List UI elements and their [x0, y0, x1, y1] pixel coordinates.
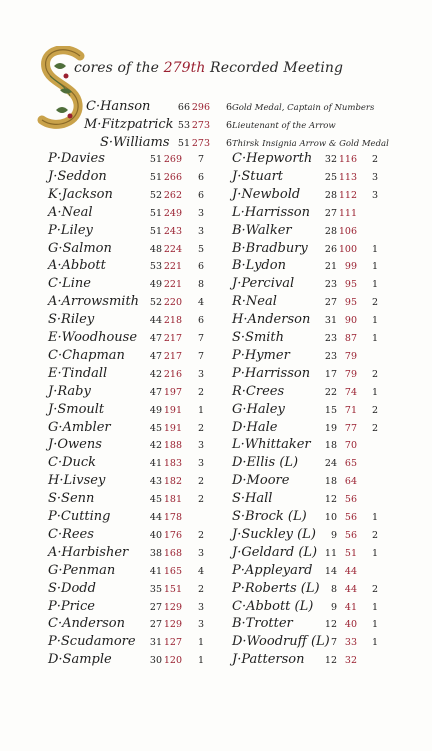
golds-value: 1	[371, 512, 378, 523]
score-value: 218	[163, 315, 182, 327]
hits-value: 9	[330, 601, 337, 613]
golds-value: 2	[371, 422, 378, 434]
score-value: 106	[338, 225, 357, 237]
award-text: Gold Medal, Captain of Numbers	[232, 103, 375, 113]
golds-value: 1	[371, 601, 378, 613]
golds-value: 6	[197, 189, 204, 201]
score-value: 151	[163, 583, 182, 595]
hits-value: 23	[324, 279, 337, 291]
archer-name: C·Chapman	[48, 347, 125, 363]
archer-name: A·Abbott	[48, 258, 106, 274]
hits-value: 19	[324, 422, 337, 434]
archer-name: B·Trotter	[232, 616, 293, 632]
hits-value: 40	[149, 529, 162, 541]
score-value: 181	[163, 494, 182, 506]
archer-name: S·Senn	[48, 491, 95, 507]
score-value: 77	[344, 422, 357, 434]
hits-value: 53	[149, 261, 162, 273]
archer-name: P·Scudamore	[48, 634, 136, 650]
golds-value: 2	[371, 529, 378, 541]
hits-value: 42	[149, 440, 162, 452]
golds-value: 1	[371, 637, 378, 649]
archer-name: L·Harrisson	[232, 204, 310, 220]
golds-value: 2	[197, 422, 204, 434]
archer-name: G·Salmon	[48, 240, 112, 256]
score-value: 56	[344, 512, 357, 523]
golds-value: 1	[371, 386, 378, 398]
golds-value: 6	[197, 315, 204, 327]
hits-value: 32	[324, 154, 337, 165]
golds-value: 3	[371, 189, 378, 201]
hits-value: 27	[149, 601, 162, 613]
score-value: 116	[338, 154, 357, 165]
score-value: 44	[344, 583, 357, 595]
score-value: 44	[344, 565, 357, 577]
archer-name: D·Moore	[232, 473, 290, 489]
golds-value: 6	[225, 120, 232, 131]
score-value: 266	[163, 171, 182, 183]
score-value: 178	[163, 512, 182, 523]
golds-value: 1	[371, 333, 378, 344]
archer-name: H·Anderson	[232, 312, 311, 328]
hits-value: 44	[149, 315, 162, 327]
golds-value: 7	[197, 333, 204, 344]
archer-name: J·Raby	[48, 383, 91, 399]
golds-value: 3	[197, 440, 204, 452]
golds-value: 6	[197, 261, 204, 273]
golds-value: 3	[197, 619, 204, 631]
golds-value: 1	[371, 261, 378, 273]
score-value: 168	[163, 547, 182, 559]
score-value: 188	[163, 440, 182, 452]
hits-value: 17	[324, 368, 337, 380]
archer-name: A·Harbisher	[48, 544, 129, 560]
hits-value: 12	[324, 619, 337, 631]
hits-value: 28	[324, 225, 337, 237]
hits-value: 27	[324, 207, 337, 219]
score-value: 197	[163, 386, 182, 398]
golds-value: 2	[197, 386, 204, 398]
archer-name: C·Duck	[48, 455, 97, 471]
score-value: 111	[338, 207, 357, 219]
archer-name: J·Stuart	[232, 168, 284, 184]
golds-value: 7	[197, 350, 204, 362]
hits-value: 41	[149, 458, 162, 470]
score-value: 56	[344, 529, 357, 541]
archer-name: S·Dodd	[48, 580, 96, 596]
archer-name: J·Patterson	[232, 652, 305, 668]
hits-value: 52	[149, 189, 162, 201]
score-value: 216	[163, 368, 182, 380]
archer-name: G·Ambler	[48, 419, 111, 435]
golds-value: 1	[197, 655, 204, 667]
archer-name: M·Fitzpatrick	[84, 117, 174, 132]
score-value: 191	[163, 404, 182, 416]
golds-value: 3	[197, 207, 204, 219]
hits-value: 31	[324, 315, 337, 327]
score-value: 99	[344, 261, 357, 273]
archer-name: J·Smoult	[48, 401, 105, 417]
hits-value: 47	[149, 386, 162, 398]
golds-value: 6	[225, 138, 232, 149]
hits-value: 8	[330, 583, 337, 595]
score-value: 65	[344, 458, 357, 470]
title-text-start: cores of the	[74, 60, 164, 76]
archer-name: P·Price	[48, 598, 95, 614]
archer-name: S·Hall	[232, 491, 273, 507]
archer-name: J·Seddon	[48, 168, 107, 184]
golds-value: 2	[197, 583, 204, 595]
hits-value: 48	[149, 243, 162, 255]
score-value: 191	[163, 422, 182, 434]
archer-name: P·Harrisson	[232, 365, 311, 381]
archer-name: G·Penman	[48, 562, 116, 578]
score-value: 262	[163, 189, 182, 201]
hits-value: 9	[330, 529, 337, 541]
golds-value: 2	[197, 529, 204, 541]
hits-value: 18	[324, 440, 337, 452]
golds-value: 1	[371, 315, 378, 327]
hits-value: 23	[324, 350, 337, 362]
archer-name: R·Neal	[232, 294, 277, 310]
score-value: 120	[163, 655, 182, 667]
archer-name: D·Hale	[232, 419, 278, 435]
archer-name: G·Haley	[232, 401, 285, 417]
golds-value: 3	[197, 225, 204, 237]
archer-name: C·Abbott (L)	[232, 598, 314, 614]
score-value: 243	[163, 225, 182, 237]
hits-value: 26	[324, 243, 337, 255]
golds-value: 8	[197, 279, 204, 291]
title-text-end: Recorded Meeting	[205, 60, 344, 76]
illuminated-initial-s	[36, 46, 90, 132]
archer-name: J·Owens	[48, 437, 102, 453]
hits-value: 51	[149, 225, 162, 237]
award-text: Thirsk Insignia Arrow & Gold Medal	[232, 139, 389, 149]
hits-value: 22	[324, 386, 337, 398]
score-value: 64	[344, 476, 357, 488]
golds-value: 2	[371, 368, 378, 380]
golds-value: 1	[371, 279, 378, 291]
archer-name: P·Appleyard	[232, 562, 313, 578]
score-value: 87	[344, 333, 357, 344]
score-value: 217	[163, 333, 182, 344]
hits-value: 38	[149, 547, 162, 559]
hits-value: 11	[324, 547, 337, 559]
hits-value: 27	[324, 297, 337, 309]
hits-value: 24	[324, 458, 337, 470]
golds-value: 2	[371, 583, 378, 595]
score-value: 41	[344, 601, 357, 613]
archer-name: C·Hanson	[86, 99, 151, 114]
golds-value: 1	[197, 404, 204, 416]
score-value: 273	[191, 120, 210, 131]
hits-value: 43	[149, 476, 162, 488]
archer-name: S·Riley	[48, 312, 95, 328]
archer-name: P·Davies	[48, 151, 105, 166]
golds-value: 1	[197, 637, 204, 649]
archer-name: P·Cutting	[48, 509, 111, 524]
archer-name: E·Tindall	[48, 365, 108, 381]
hits-value: 15	[324, 404, 337, 416]
archer-name: B·Lydon	[232, 258, 286, 274]
score-value: 70	[344, 440, 357, 452]
hits-value: 12	[324, 655, 337, 667]
score-value: 224	[163, 243, 182, 255]
score-value: 127	[163, 637, 182, 649]
hits-value: 53	[177, 120, 190, 131]
hits-value: 35	[149, 583, 162, 595]
score-value: 176	[163, 529, 182, 541]
score-value: 296	[191, 102, 210, 113]
score-value: 220	[163, 297, 182, 309]
score-value: 51	[344, 547, 357, 559]
golds-value: 3	[197, 458, 204, 470]
hits-value: 7	[330, 637, 337, 649]
sheet-title	[74, 60, 343, 76]
score-value: 56	[344, 494, 357, 506]
archer-name: J·Percival	[232, 276, 295, 292]
golds-value: 3	[371, 171, 378, 183]
vine-ornament	[50, 63, 73, 119]
archer-name: P·Liley	[48, 222, 93, 238]
hits-value: 12	[324, 494, 337, 506]
score-value: 221	[163, 261, 182, 273]
hits-value: 42	[149, 368, 162, 380]
score-value: 90	[344, 315, 357, 327]
golds-value: 2	[371, 154, 378, 165]
hits-value: 47	[149, 333, 162, 344]
archer-name: C·Hepworth	[232, 151, 313, 166]
hits-value: 21	[324, 261, 337, 273]
hits-value: 10	[324, 512, 337, 523]
score-value: 129	[163, 619, 182, 631]
hits-value: 49	[149, 279, 162, 291]
archer-name: D·Ellis (L)	[232, 455, 299, 471]
archer-name: L·Whittaker	[232, 437, 311, 453]
golds-value: 3	[197, 547, 204, 559]
score-value: 113	[338, 171, 357, 183]
score-value: 183	[163, 458, 182, 470]
archer-name: J·Newbold	[232, 186, 301, 202]
golds-value: 7	[197, 154, 204, 165]
golds-value: 6	[225, 102, 232, 113]
archer-name: D·Woodruff (L)	[232, 634, 330, 650]
archer-name: J·Geldard (L)	[232, 544, 318, 560]
score-value: 71	[344, 404, 357, 416]
golds-value: 3	[197, 368, 204, 380]
golds-value: 4	[197, 565, 204, 577]
hits-value: 45	[149, 422, 162, 434]
archer-name: P·Roberts (L)	[232, 580, 320, 596]
hits-value: 45	[149, 494, 162, 506]
score-value: 79	[344, 350, 357, 362]
archer-name: K·Jackson	[48, 186, 113, 202]
golds-value: 1	[371, 243, 378, 255]
hits-value: 31	[149, 637, 162, 649]
archer-name: E·Woodhouse	[48, 330, 138, 345]
hits-value: 51	[177, 138, 190, 149]
archer-name: C·Anderson	[48, 616, 125, 632]
score-value: 182	[163, 476, 182, 488]
golds-value: 2	[197, 494, 204, 506]
hits-value: 14	[324, 565, 337, 577]
score-value: 273	[191, 138, 210, 149]
archer-name: S·Smith	[232, 330, 285, 345]
golds-value: 1	[371, 619, 378, 631]
golds-value: 2	[371, 404, 378, 416]
hits-value: 47	[149, 350, 162, 362]
hits-value: 41	[149, 565, 162, 577]
golds-value: 2	[371, 297, 378, 309]
hits-value: 51	[149, 207, 162, 219]
score-value: 269	[163, 154, 182, 165]
score-value: 74	[344, 386, 357, 398]
score-value: 129	[163, 601, 182, 613]
archer-name: A·Neal	[48, 204, 93, 220]
score-value: 95	[344, 297, 357, 309]
archer-name: J·Suckley (L)	[232, 526, 316, 542]
archer-name: S·Brock (L)	[232, 509, 307, 524]
score-value: 40	[344, 619, 357, 631]
archer-name: B·Bradbury	[232, 240, 308, 256]
archer-name: C·Rees	[48, 526, 94, 542]
score-value: 112	[338, 189, 357, 201]
score-value: 33	[344, 637, 357, 649]
golds-value: 5	[197, 243, 204, 255]
hits-value: 18	[324, 476, 337, 488]
hits-value: 52	[149, 297, 162, 309]
award-text: Lieutenant of the Arrow	[232, 121, 336, 131]
archer-name: B·Walker	[232, 222, 292, 238]
score-value: 100	[338, 243, 357, 255]
hits-value: 23	[324, 333, 337, 344]
hits-value: 27	[149, 619, 162, 631]
score-value: 79	[344, 368, 357, 380]
score-value: 249	[163, 207, 182, 219]
golds-value: 1	[371, 547, 378, 559]
golds-value: 3	[197, 601, 204, 613]
score-value: 32	[344, 655, 357, 667]
score-value: 217	[163, 350, 182, 362]
archer-name: H·Livsey	[48, 473, 106, 489]
golds-value: 2	[197, 476, 204, 488]
hits-value: 28	[324, 189, 337, 201]
hits-value: 51	[149, 154, 162, 165]
hits-value: 66	[177, 102, 190, 113]
hits-value: 51	[149, 171, 162, 183]
score-value: 165	[163, 565, 182, 577]
golds-value: 4	[197, 297, 204, 309]
hits-value: 25	[324, 171, 337, 183]
archer-name: R·Crees	[232, 383, 285, 399]
archer-name: D·Sample	[48, 652, 112, 668]
hits-value: 49	[149, 404, 162, 416]
hits-value: 44	[149, 512, 162, 523]
meeting-ordinal: 279th	[163, 60, 206, 76]
score-value: 95	[344, 279, 357, 291]
golds-value: 6	[197, 171, 204, 183]
archer-name: S·Williams	[100, 135, 170, 150]
archer-name: A·Arrowsmith	[48, 294, 140, 310]
score-value: 221	[163, 279, 182, 291]
archer-name: C·Line	[48, 276, 91, 292]
hits-value: 30	[149, 655, 162, 667]
archer-name: P·Hymer	[232, 347, 290, 363]
